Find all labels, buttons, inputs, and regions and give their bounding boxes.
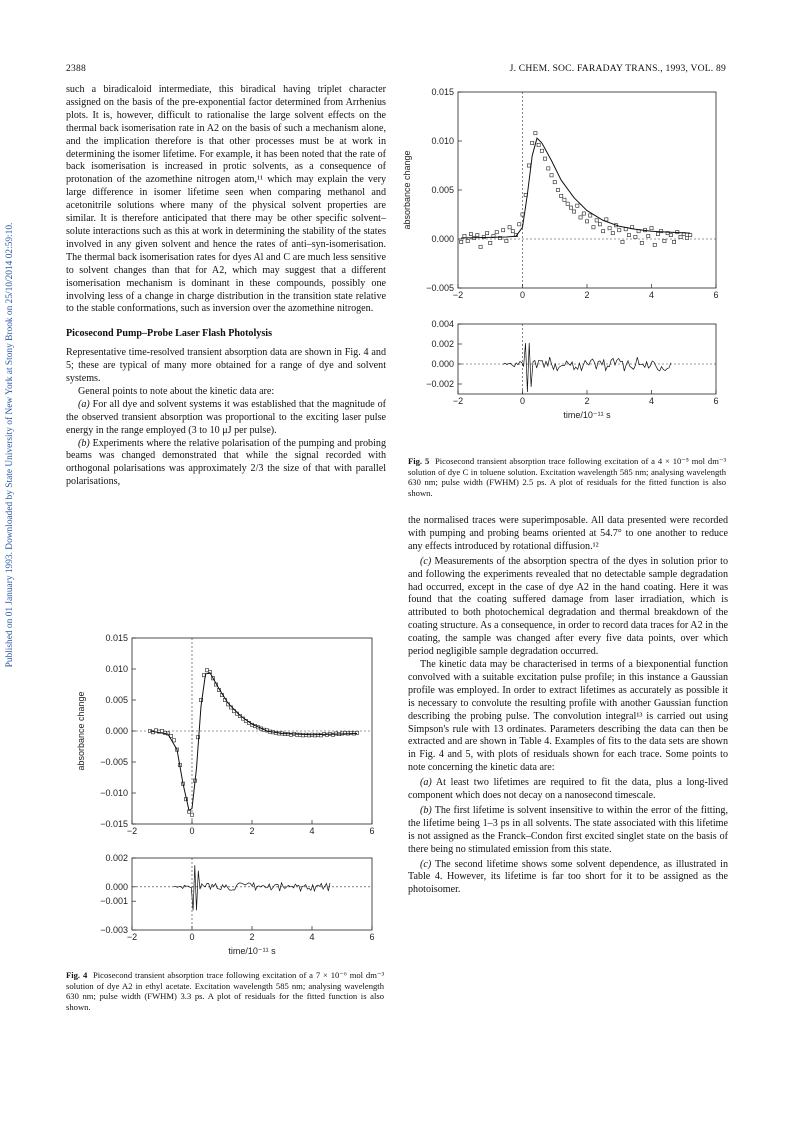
data-point (172, 739, 175, 742)
y-tick-label: −0.002 (426, 379, 454, 389)
data-point (605, 218, 608, 221)
fig5-residual-plot (426, 319, 718, 420)
data-point (598, 223, 601, 226)
x-tick-label: −2 (126, 826, 138, 836)
page-number: 2388 (66, 63, 86, 74)
list-item: (b) Experiments where the relative polarisation of the pumping and probing beams was changed demonstrated that while the signal recorded with orthogonal polarisations was approximately 2/3 the size of that with parallel polarisations, (66, 437, 386, 488)
plot-frame (132, 858, 372, 930)
data-point (611, 232, 614, 235)
y-tick-label: −0.003 (100, 925, 128, 935)
y-tick-label: 0.002 (431, 339, 454, 349)
residual-trace (503, 343, 671, 392)
y-axis-label: absorbance change (76, 691, 86, 771)
data-point (531, 141, 534, 144)
data-point (663, 239, 666, 242)
fit-curve (461, 138, 690, 238)
data-point (573, 210, 576, 213)
y-tick-label: −0.005 (426, 283, 454, 293)
data-point (579, 216, 582, 219)
data-point (634, 235, 637, 238)
x-axis-label: time/10⁻¹¹ s (563, 410, 611, 420)
data-point (502, 229, 505, 232)
data-point (656, 233, 659, 236)
y-tick-label: 0.000 (105, 726, 128, 736)
data-point (679, 235, 682, 238)
data-point (547, 167, 550, 170)
fig5-caption: Fig. 5 Picosecond transient absorption trace following excitation of a 4 × 10⁻⁵ mol dm⁻³ solution of dye C in toluene solution. Excitation wavelength 585 nm; analysing wavelength 630 nm; pulse width (FWHM) 2.5 ps. A plot of residuals for the fitted function is also shown. (408, 456, 727, 498)
download-sidebar-notice: Published on 01 January 1993. Downloaded by State University of New York at Stony Brook on 25/10/2014 02:59:10. (5, 222, 15, 668)
data-point (505, 239, 508, 242)
data-point (585, 220, 588, 223)
data-point (511, 230, 514, 233)
section-heading: Picosecond Pump–Probe Laser Flash Photolysis (66, 328, 272, 340)
x-tick-label: 4 (309, 826, 315, 836)
x-tick-label: −2 (452, 290, 464, 300)
list-item: (c) Measurements of the absorption spectra of the dyes in solution prior to and following the experiments revealed that no detectable sample degradation had occurred, except in the case of dye A2 in the hand coating. Here it was found that the coating suffered damage from laser irradiation, which is attributed to both photochemical degradation and thermal breakdown of the coating structure. As a consequence, in order to record data traces for A2 in the coating, the sample was changed after every five data points, over which period negligible sample degradation occurred. (408, 555, 728, 658)
fig4-main-plot (76, 633, 375, 836)
y-tick-label: 0.015 (105, 633, 128, 643)
data-point (495, 231, 498, 234)
y-tick-label: 0.005 (105, 695, 128, 705)
paragraph: General points to note about the kinetic data are: (78, 385, 275, 397)
data-point (463, 234, 466, 237)
right-column (408, 515, 728, 897)
paragraph: such a biradicaloid intermediate, this biradical having triplet character assigned on the basis of the pre-exponential factor determined from Arrhenius plots. It is, however, difficult to rationalise the large solvent effects on the thermal back isomerisation rate in A2 on the basis of such a mechanism alone, and the implication therefore is that other processes must be at work in determining the isomer lifetime. For example, it has been noted that the rate of back isomerisation is increased in protic solvents, as a consequence of protonation of the azomethine nitrogen atom,¹¹ which may explain the very large difference in isomer lifetime seen when comparing methanol and acetonitrile solutions where many of the physical solvent properties are similar. It is therefore anticipated that there may be other specific solvent–solute interactions such as this at work in determining the stability of the states involved in any given solvent and hence the rates of anti–syn-isomerisation. The thermal back isomerisation rates for dyes Al and C are much less sensitive to solvent changes than that for A2, which may suggest that a different isomerisation mechanism is dominant in these compounds, possibly one involving less of a change in charge distribution in the transition state relative to the stable conformations, such as inversion over the azomethine nitrogen. (66, 84, 386, 315)
fig4-caption: Fig. 4 Picosecond transient absorption trace following excitation of a 7 × 10⁻⁶ mol dm⁻³ solution of dye A2 in ethyl acetate. Excitation wavelength 585 nm; analysing wavelength 630 nm; pulse width (FWHM) 3.3 ps. A plot of residuals for the fitted function is also shown. (66, 970, 385, 1012)
data-point (685, 236, 688, 239)
x-tick-label: 0 (519, 396, 526, 406)
x-tick-label: 2 (249, 932, 255, 942)
data-point (556, 188, 559, 191)
x-tick-label: −2 (452, 396, 464, 406)
y-tick-label: 0.000 (431, 234, 454, 244)
x-tick-label: 4 (648, 396, 655, 406)
x-tick-label: 2 (584, 290, 590, 300)
x-tick-label: 0 (189, 826, 195, 836)
fit-curve (150, 673, 357, 811)
data-point (618, 229, 621, 232)
data-point (537, 143, 540, 146)
data-point (521, 213, 524, 216)
x-tick-label: 0 (519, 290, 526, 300)
x-tick-label: 6 (713, 396, 719, 406)
data-point (592, 226, 595, 229)
y-tick-label: 0.004 (431, 319, 454, 329)
data-point (582, 212, 585, 215)
y-tick-label: 0.015 (431, 87, 454, 97)
data-point (672, 240, 675, 243)
y-tick-label: 0.000 (431, 359, 454, 369)
y-tick-label: 0.005 (431, 185, 454, 195)
data-point (595, 219, 598, 222)
x-tick-label: 6 (369, 826, 375, 836)
left-column (66, 84, 386, 489)
data-point (508, 226, 511, 229)
data-point (647, 234, 650, 237)
fig5-figure (400, 84, 740, 444)
data-point (563, 198, 566, 201)
paragraph: the normalised traces were superimposable. All data presented were recorded with pumping and probing beams oriented at 54.7° to one another to reduce any effects introduced by rotational diffusion.¹² (408, 515, 728, 552)
data-point (489, 241, 492, 244)
list-item: (b) The first lifetime is solvent insensitive to within the error of the fitting, the lifetime being 1–3 ps in all solvents. The state associated with this lifetime is not assigned as the Franck–Condon first excited singlet state on the basis of there being no stimulated emission from this state. (408, 804, 728, 855)
data-point (534, 132, 537, 135)
y-tick-label: 0.002 (105, 853, 128, 863)
data-point (543, 157, 546, 160)
data-point (589, 214, 592, 217)
data-point (576, 204, 579, 207)
paragraph: The kinetic data may be characterised in terms of a biexponential function convolved with a suitable excitation pulse profile; in this instance a Gaussian profile was employed. In order to extract lifetimes as accurately as possible it is necessary to convolute the resulting profile with another Gaussian function describing the probing pulse. The convolution integral¹³ is carried out using Simpson's rule with 13 ordinates. Parameters describing the data can then be extracted and are shown in Table 4. Examples of fits to the data sets are shown in Fig. 4 and 5, with plots of residuals shown for each trace. Some points to note concerning the kinetic data are: (408, 658, 728, 774)
journal-running-head: J. CHEM. SOC. FARADAY TRANS., 1993, VOL. 89 (509, 63, 726, 74)
data-point (566, 202, 569, 205)
y-tick-label: −0.010 (100, 788, 128, 798)
y-tick-label: 0.010 (431, 136, 454, 146)
fig5-main-plot (402, 87, 719, 300)
x-tick-label: 6 (369, 932, 375, 942)
plot-frame (458, 92, 716, 288)
data-point (540, 149, 543, 152)
data-point (653, 243, 656, 246)
data-point (518, 223, 521, 226)
x-tick-label: −2 (126, 932, 138, 942)
paragraph: Representative time-resolved transient absorption data are shown in Fig. 4 and 5; these are typical of many more obtained for a range of dye and solvent systems. (66, 347, 386, 385)
y-tick-label: 0.010 (105, 664, 128, 674)
data-point (469, 233, 472, 236)
data-point (602, 230, 605, 233)
y-axis-label: absorbance change (402, 150, 412, 230)
y-tick-label: −0.005 (100, 757, 128, 767)
data-point (569, 206, 572, 209)
x-tick-label: 2 (584, 396, 590, 406)
data-point (669, 233, 672, 236)
list-item: (a) For all dye and solvent systems it was established that the magnitude of the observed transient absorption was proportional to the exciting laser pulse energy in the range employed (3 to 10 μJ per pulse). (66, 398, 386, 436)
data-point (560, 194, 563, 197)
data-point (479, 245, 482, 248)
y-tick-label: 0.000 (105, 881, 128, 892)
fig4-residual-plot (100, 853, 374, 956)
data-point (650, 227, 653, 230)
y-tick-label: −0.015 (100, 819, 128, 829)
x-tick-label: 2 (249, 826, 255, 836)
x-tick-label: 0 (189, 932, 195, 942)
y-tick-label: −0.001 (100, 896, 128, 907)
x-tick-label: 4 (309, 932, 315, 942)
residual-trace (174, 865, 330, 910)
data-point (621, 240, 624, 243)
x-tick-label: 4 (648, 290, 655, 300)
x-axis-label: time/10⁻¹¹ s (228, 946, 276, 956)
data-point (640, 241, 643, 244)
data-point (466, 239, 469, 242)
plot-frame (458, 324, 716, 394)
data-point (460, 240, 463, 243)
data-point (190, 813, 193, 816)
x-tick-label: 6 (713, 290, 719, 300)
list-item: (c) The second lifetime shows some solvent dependence, as illustrated in Table 4. However, its lifetime is far too short for it to be assigned as the photoisomer. (408, 858, 729, 896)
data-point (689, 233, 692, 236)
list-item: (a) At least two lifetimes are required to fit the data, plus a long-lived component which does not decay on a nanosecond timescale. (408, 777, 728, 802)
data-point (550, 174, 553, 177)
fig4-figure (66, 628, 386, 968)
data-point (553, 181, 556, 184)
data-point (527, 164, 530, 167)
data-point (476, 233, 479, 236)
data-point (485, 232, 488, 235)
data-point (627, 233, 630, 236)
data-point (608, 227, 611, 230)
